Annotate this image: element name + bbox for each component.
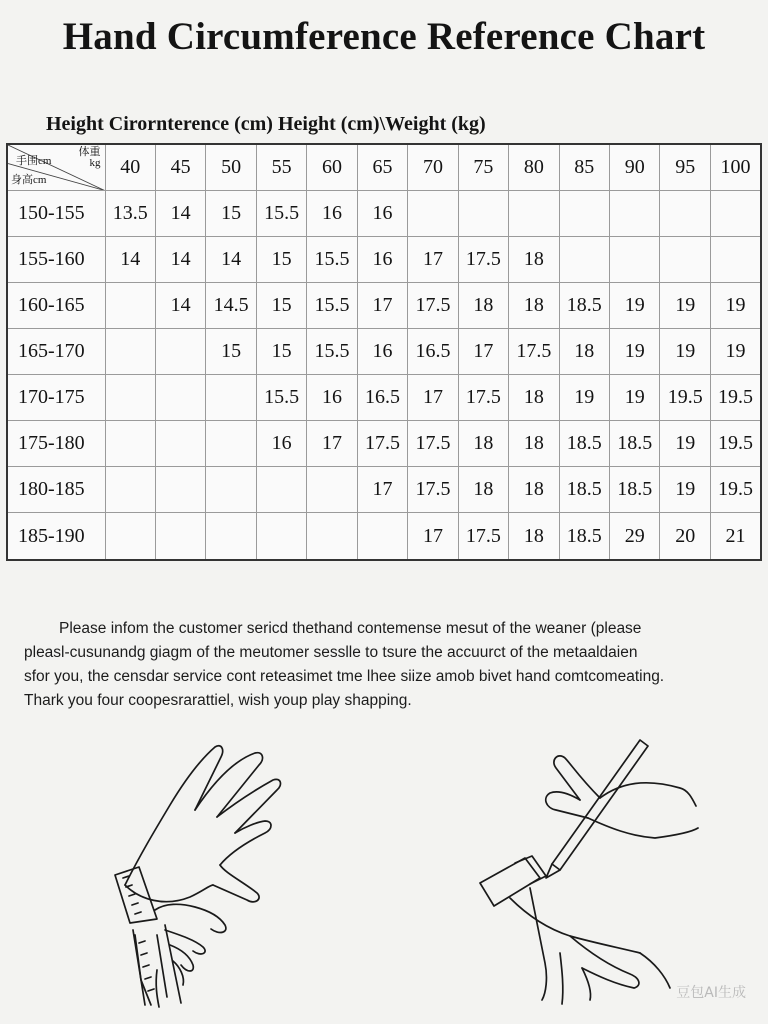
weight-header-cell: 95 <box>660 144 710 191</box>
circumference-cell <box>105 329 155 375</box>
circumference-cell: 19 <box>660 421 710 467</box>
circumference-cell: 17 <box>357 467 407 513</box>
table-row <box>7 421 761 467</box>
circumference-cell: 18 <box>458 283 508 329</box>
height-range-cell: 185-190 <box>7 513 105 560</box>
circumference-cell: 16 <box>307 191 357 237</box>
circumference-cell: 18.5 <box>559 421 609 467</box>
circumference-cell <box>105 467 155 513</box>
circumference-cell: 13.5 <box>105 191 155 237</box>
circumference-cell: 15.5 <box>307 329 357 375</box>
circumference-cell: 17.5 <box>458 375 508 421</box>
circumference-cell <box>206 513 256 560</box>
circumference-cell: 18 <box>509 375 559 421</box>
circumference-cell: 17.5 <box>408 467 458 513</box>
notice-line-1: Please infom the customer sericd thethand contemense mesut of the weaner (please <box>59 620 642 637</box>
weight-header-cell: 100 <box>710 144 761 191</box>
weight-header-cell: 45 <box>155 144 205 191</box>
circumference-cell: 17.5 <box>408 283 458 329</box>
circumference-cell: 17.5 <box>509 329 559 375</box>
circumference-cell <box>307 513 357 560</box>
circumference-cell: 15 <box>206 329 256 375</box>
circumference-cell <box>155 513 205 560</box>
circumference-cell <box>105 375 155 421</box>
watermark: 豆包AI生成 <box>676 985 746 1001</box>
circumference-cell <box>458 191 508 237</box>
weight-header-cell: 70 <box>408 144 458 191</box>
circumference-cell: 15 <box>256 237 306 283</box>
circumference-cell: 14 <box>206 237 256 283</box>
height-range-cell: 160-165 <box>7 283 105 329</box>
circumference-cell: 19.5 <box>710 421 761 467</box>
circumference-cell: 17.5 <box>458 513 508 560</box>
circumference-cell: 16.5 <box>357 375 407 421</box>
circumference-cell <box>610 191 660 237</box>
circumference-cell: 19 <box>710 329 761 375</box>
circumference-cell: 19.5 <box>710 467 761 513</box>
circumference-cell: 17 <box>408 237 458 283</box>
circumference-cell: 18 <box>509 421 559 467</box>
circumference-cell: 21 <box>710 513 761 560</box>
circumference-cell: 15 <box>206 191 256 237</box>
circumference-cell <box>155 421 205 467</box>
table-row <box>7 329 761 375</box>
corner-hand-label: 手围cm <box>16 155 52 167</box>
circumference-cell: 15.5 <box>307 237 357 283</box>
circumference-cell <box>710 191 761 237</box>
circumference-cell <box>105 283 155 329</box>
circumference-cell: 18 <box>559 329 609 375</box>
weight-header-cell: 65 <box>357 144 407 191</box>
circumference-cell: 19 <box>610 375 660 421</box>
circumference-cell <box>105 421 155 467</box>
table-corner-cell <box>7 144 105 191</box>
weight-header-cell: 40 <box>105 144 155 191</box>
height-range-cell: 155-160 <box>7 237 105 283</box>
table-row <box>7 191 761 237</box>
circumference-cell: 19 <box>559 375 609 421</box>
circumference-cell <box>710 237 761 283</box>
circumference-cell: 18.5 <box>610 467 660 513</box>
circumference-cell: 19 <box>710 283 761 329</box>
circumference-cell <box>155 467 205 513</box>
table-row <box>7 467 761 513</box>
circumference-cell: 19 <box>660 283 710 329</box>
notice-line-3: sfor you, the censdar service cont reteasimet tme lhee siize amob bivet hand comtcomeating. <box>24 668 665 685</box>
table-row <box>7 375 761 421</box>
circumference-cell <box>509 191 559 237</box>
circumference-cell <box>307 467 357 513</box>
circumference-cell: 17 <box>408 513 458 560</box>
circumference-cell: 17 <box>458 329 508 375</box>
circumference-cell: 18.5 <box>610 421 660 467</box>
table-row <box>7 283 761 329</box>
circumference-cell: 18 <box>458 467 508 513</box>
circumference-cell: 19 <box>660 467 710 513</box>
circumference-cell: 14 <box>155 191 205 237</box>
circumference-cell: 17.5 <box>408 421 458 467</box>
hand-measuring-tape-illustration <box>95 735 295 1010</box>
notice-line-2: pleasl-cusunandg giagm of the meutomer sesslle to tsure the accuurct of the metaaldaien <box>24 644 638 661</box>
circumference-cell: 18 <box>509 283 559 329</box>
circumference-cell: 18 <box>509 237 559 283</box>
height-range-cell: 150-155 <box>7 191 105 237</box>
circumference-cell: 19 <box>660 329 710 375</box>
circumference-cell: 18 <box>509 513 559 560</box>
circumference-cell: 17 <box>408 375 458 421</box>
circumference-cell: 15.5 <box>256 375 306 421</box>
circumference-cell: 19 <box>610 283 660 329</box>
size-table <box>6 143 762 561</box>
circumference-cell: 16 <box>357 329 407 375</box>
circumference-cell <box>559 237 609 283</box>
corner-height-label: 身高cm <box>11 174 47 187</box>
height-range-cell: 170-175 <box>7 375 105 421</box>
circumference-cell: 14 <box>155 237 205 283</box>
circumference-cell <box>155 375 205 421</box>
customer-notice <box>24 617 754 713</box>
circumference-cell <box>357 513 407 560</box>
circumference-cell: 17 <box>307 421 357 467</box>
circumference-cell: 14 <box>155 283 205 329</box>
circumference-cell: 16.5 <box>408 329 458 375</box>
circumference-cell <box>155 329 205 375</box>
height-range-cell: 165-170 <box>7 329 105 375</box>
circumference-cell: 15.5 <box>307 283 357 329</box>
circumference-cell <box>660 237 710 283</box>
circumference-cell: 18.5 <box>559 467 609 513</box>
circumference-cell <box>408 191 458 237</box>
weight-header-cell: 90 <box>610 144 660 191</box>
circumference-cell: 18 <box>458 421 508 467</box>
circumference-cell: 19.5 <box>710 375 761 421</box>
table-row <box>7 513 761 560</box>
weight-header-cell: 80 <box>509 144 559 191</box>
circumference-cell: 14.5 <box>206 283 256 329</box>
weight-header-cell: 75 <box>458 144 508 191</box>
circumference-cell: 16 <box>357 237 407 283</box>
circumference-cell: 15.5 <box>256 191 306 237</box>
circumference-cell: 17.5 <box>458 237 508 283</box>
table-header-row <box>7 144 761 191</box>
circumference-cell <box>206 421 256 467</box>
table-row <box>7 237 761 283</box>
circumference-cell: 17 <box>357 283 407 329</box>
corner-weight-label: 体重 kg <box>78 146 101 169</box>
chart-title: Hand Circumference Reference Chart <box>62 15 706 58</box>
circumference-cell <box>206 467 256 513</box>
weight-header-cell: 60 <box>307 144 357 191</box>
circumference-cell: 15 <box>256 283 306 329</box>
circumference-cell: 15 <box>256 329 306 375</box>
circumference-cell: 16 <box>357 191 407 237</box>
hand-marking-tape-illustration <box>470 738 700 1008</box>
circumference-cell <box>206 375 256 421</box>
height-range-cell: 175-180 <box>7 421 105 467</box>
circumference-cell <box>559 191 609 237</box>
circumference-cell <box>256 467 306 513</box>
circumference-cell <box>256 513 306 560</box>
table-subtitle: Height Cirornterence (cm) Height (cm)\Weight (kg) <box>46 113 486 135</box>
weight-header-cell: 85 <box>559 144 609 191</box>
circumference-cell: 18 <box>509 467 559 513</box>
circumference-cell: 20 <box>660 513 710 560</box>
circumference-cell: 17.5 <box>357 421 407 467</box>
weight-header-cell: 50 <box>206 144 256 191</box>
weight-header-cell: 55 <box>256 144 306 191</box>
circumference-cell <box>105 513 155 560</box>
circumference-cell: 16 <box>256 421 306 467</box>
circumference-cell: 29 <box>610 513 660 560</box>
circumference-cell <box>660 191 710 237</box>
notice-line-4: Thark you four coopesrarattiel, wish youp play shapping. <box>24 692 412 709</box>
circumference-cell: 18.5 <box>559 513 609 560</box>
circumference-cell: 19 <box>610 329 660 375</box>
circumference-cell <box>610 237 660 283</box>
circumference-cell: 19.5 <box>660 375 710 421</box>
circumference-cell: 16 <box>307 375 357 421</box>
circumference-cell: 18.5 <box>559 283 609 329</box>
circumference-cell: 14 <box>105 237 155 283</box>
height-range-cell: 180-185 <box>7 467 105 513</box>
